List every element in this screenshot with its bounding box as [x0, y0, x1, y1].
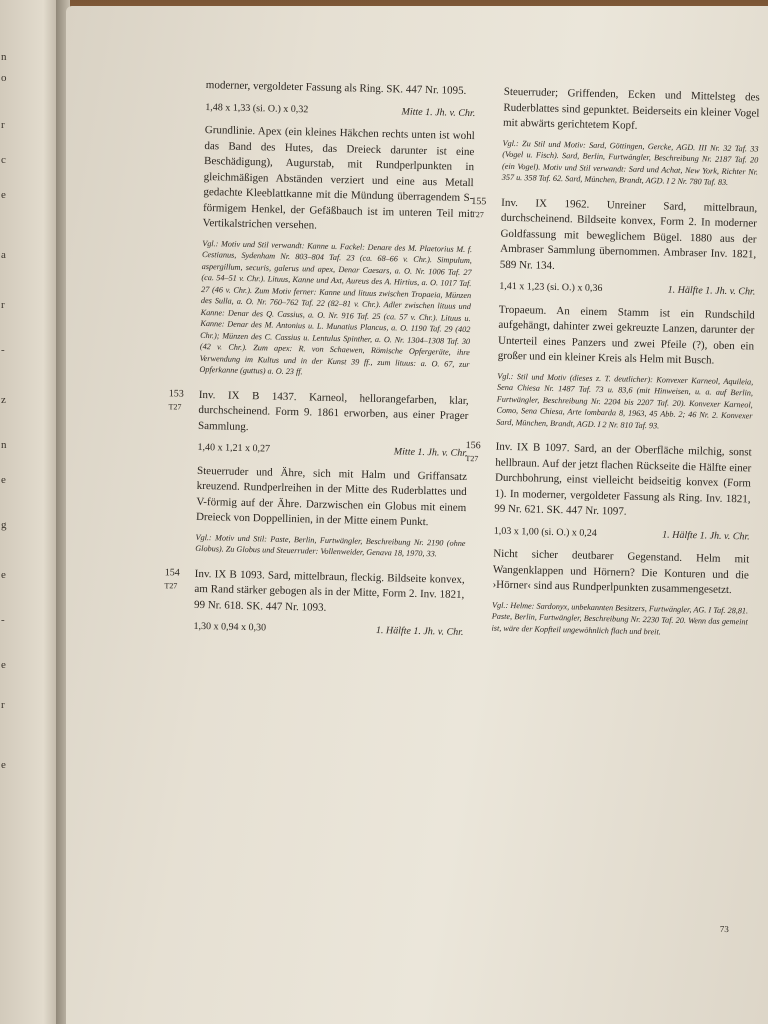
plate-ref: T27	[164, 580, 178, 590]
measurement-line	[205, 99, 475, 121]
entry-number	[164, 566, 191, 593]
continuation-text: Steuerruder; Griffenden, Ecken und Mittelsteg des Ruderblattes sind gepunktet. Beiderseits ein kleiner Vogel mit abwärts gerichtetem Kopf.	[502, 85, 760, 132]
plate-ref: T27	[470, 209, 484, 219]
comparison-note: Vgl.: Zu Stil und Motiv: Sard, Göttingen, Gercke, AGD. III Nr. 32 Taf. 33 (Vogel u. Fisch). Sard, Berlin, Furtwängler, Beschreibung Nr. 2187 Taf. 20 (ein Vogel). Motiv und Stil verwandt: Sard und Achat, New York, Richter Nr. 357 u. 358 Taf. 62. Sard, München, Brandt, AGD. I 2 Nr. 780 Taf. 83.	[501, 138, 759, 187]
dimensions: 1,30 x 0,94 x 0,30	[193, 620, 267, 634]
dimensions: 1,40 x 1,21 x 0,27	[197, 441, 271, 455]
dating: 1. Hälfte 1. Jh. v. Chr.	[667, 284, 756, 298]
left-page-glyph: n	[1, 51, 7, 63]
description: Grundlinie. Apex (ein kleines Häkchen rechts unten ist wohl das Band des Hutes, das Dreieck darunter ist eine Beschädigung), Augurstab, mit Rundperlpunkten in gleichmäßigen Abständen verziert und eine aus Metall gedachte Kleeblattkanne mit die Mündung überragendem S-förmigem Henkel, der Gefäßbauch ist im unteren Teil mit Vertikalstrichen versehen.	[202, 123, 475, 232]
dating: Mitte 1. Jh. v. Chr.	[401, 105, 476, 119]
catalog-entry-155	[470, 195, 758, 433]
left-page-glyph: e	[1, 659, 6, 671]
left-page-glyph: z	[1, 394, 6, 406]
page-number: 73	[719, 923, 729, 935]
left-page-glyph: e	[1, 759, 6, 771]
left-text-column	[164, 78, 476, 648]
description: Nicht sicher deutbarer Gegenstand. Helm mit Wangenklappen und Hörnern? Die Konturen und die ›Hörner‹ sind aus Rundperlpunkten zusammengesetzt.	[492, 547, 750, 597]
entry-num: 156	[465, 439, 481, 452]
entry-number	[471, 195, 498, 222]
comparison-note: Vgl.: Motiv und Stil verwandt: Kanne u. Fackel: Denare des M. Plaetorius M. f. Cestianus, Sydenham Nr. 803–804 Taf. 23 (ca. 68–66 v. Chr.). Simpulum, aspergillum, securis, galerus und apex, Denar Caesars, a. O. Nr. 1006 Taf. 27 (ca. 54–51 v. Chr.). Lituus, Kanne und Axt, Aureus des A. Hirtius, a. O. 1017 Taf. 27 (46 v. Chr.). Zum Motiv ferner: Kanne und lituus zwischen Tropaeia, Münzen des Sulla, a. O. Nr. 760–762 Taf. 22 (82–81 v. Chr.). Adler zwischen lituus und Kanne: Denar des Q. Cassius, a. O. Nr. 916 Taf. 25 (ca. 57 v. Chr.). Lituus u. Kanne: Denar des M. Antonius u. L. Munatius Plancus, a. O. 1190 Taf. 29 (402 Chr.); Münzen des C. Cassius u. Lentulus Spinther, a. O. Nr. 1304–1308 Taf. 30 (42 v. Chr.). Zum apex: R. von Schaewen, Römische Opfergeräte, ihre Verwendung im Kultus und in der Kunst 39 ff., zum lituus: a. O. 67, zur Opferkanne (guttus) a. O. 23 ff.	[199, 238, 473, 377]
left-page-glyph: -	[1, 344, 5, 356]
entry-num: 154	[164, 566, 180, 579]
description: Tropaeum. An einem Stamm ist ein Rundschild aufgehängt, dahinter zwei gekreuzte Lanzen, darunter der Unterteil eines Panzers und zwei Pfeile (?), oben ein großer und ein kleiner Kreis als Helm mit Busch.	[497, 303, 755, 367]
entry-heading: Inv. IX B 1437. Karneol, hellorangefarben, klar, durchscheinend. Form 9. 1861 erworben, aus einer Prager Sammlung.	[197, 388, 469, 433]
dimensions: 1,48 x 1,33 (si. O.) x 0,32	[205, 101, 309, 115]
entry-num: 155	[471, 195, 487, 207]
comparison-note: Vgl.: Stil und Motiv (dieses z. T. deutlicher): Konvexer Karneol, Aquileia, Sena Chiesa Nr. 1487 Taf. 73 u. 83,6 (mit Hinweisen, u. a. auf Berlin, Furtwängler, Beschreibung Nr. 2204 bis 2207 Taf. 20). Konvexer Karneol, Como, Sena Chiesa, Arte lombarda 8, 1963, 45 Abb. 2; 46 Nr. 2. Konvexer Sard, München, Brandt, AGD. I 2 Nr. 810 Taf. 93.	[496, 371, 754, 430]
left-page-glyph: e	[1, 189, 6, 201]
comparison-note: Vgl.: Helme: Sardonyx, unbekannten Besitzers, Furtwängler, AG. I Taf. 28,81. Paste, Berlin, Furtwängler, Beschreibung Nr. 2230 Taf. 20. Wenn das gemeint ist, wäre der Kopfteil ungewöhnlich flach und breit.	[491, 600, 749, 636]
left-book-page-edge	[0, 0, 62, 1024]
continuation-text: moderner, vergoldeter Fassung als Ring. SK. 447 Nr. 1095.	[205, 78, 467, 97]
entry-heading: Inv. IX B 1097. Sard, an der Oberfläche milchig, sonst hellbraun. Auf der jetzt flachen Rückseite die Hälfte einer Durchbohrung, einst vielleicht beidseitig konvex (Form 1). In moderner, vergoldeter Fassung als Ring. Inv. 1821, 99 Nr. 621. SK. 447 Nr. 1097.	[494, 440, 752, 518]
left-page-glyph: a	[1, 249, 6, 261]
measurement-line	[193, 619, 463, 641]
left-page-glyph: g	[1, 519, 7, 531]
catalog-entry-154	[164, 566, 465, 640]
left-page-glyph: o	[1, 72, 7, 84]
entry-number	[168, 387, 195, 414]
entry-num: 153	[168, 387, 184, 400]
right-text-column	[465, 85, 760, 652]
entry-heading: Inv. IX B 1093. Sard, mittelbraun, fleckig. Bildseite konvex, am Rand stärker gebogen als in der Mitte, Form 2. Inv. 1821, 99 Nr. 618. SK. 447 Nr. 1093.	[193, 567, 465, 614]
description: Steuerruder und Ähre, sich mit Halm und Griffansatz kreuzend. Rundperlreihen in der Mitte des Ruderblattes und V-förmig auf der Ähre. Darzwischen ein Globus mit einem Dreieck von Doppellinien, in der Mitte einem Punkt.	[195, 464, 468, 529]
entry-heading: Inv. IX 1962. Unreiner Sard, mittelbraun, durchscheinend. Bildseite konvex, Form 2. In moderner Goldfassung mit beweglichem Bügel. 1880 aus der Ambraser Sammlung übernommen. Ambraser Inv. 1821, 589 Nr. 134.	[499, 196, 758, 272]
dimensions: 1,41 x 1,23 (si. O.) x 0,36	[499, 280, 603, 295]
page-text-block	[164, 78, 766, 970]
measurement-line	[499, 279, 755, 300]
left-page-glyph: r	[1, 119, 5, 131]
left-page-glyph: -	[1, 614, 5, 626]
comparison-note: Vgl.: Motiv und Stil: Paste, Berlin, Furtwängler, Beschreibung Nr. 2190 (ohne Globus). Zu Globus und Steuerruder: Vollenweider, Genava 18, 1970, 33.	[195, 532, 466, 559]
plate-ref: T27	[168, 401, 182, 412]
right-book-page	[66, 6, 768, 1024]
left-page-glyph: n	[1, 439, 7, 451]
catalog-entry-156	[465, 439, 752, 640]
left-page-glyph: c	[1, 154, 6, 166]
dating: 1. Hälfte 1. Jh. v. Chr.	[662, 528, 750, 542]
dating: 1. Hälfte 1. Jh. v. Chr.	[375, 624, 464, 638]
dimensions: 1,03 x 1,00 (si. O.) x 0,24	[493, 525, 597, 539]
plate-ref: T27	[465, 453, 479, 464]
measurement-line	[197, 440, 467, 462]
measurement-line	[494, 523, 750, 544]
dating: Mitte 1. Jh. v. Chr.	[393, 446, 468, 460]
catalog-entry-153	[168, 387, 469, 560]
left-page-glyph: e	[1, 474, 6, 486]
left-page-glyph: r	[1, 699, 5, 711]
left-page-glyph: r	[1, 299, 5, 311]
left-page-glyph: e	[1, 569, 6, 581]
entry-number	[465, 439, 492, 466]
